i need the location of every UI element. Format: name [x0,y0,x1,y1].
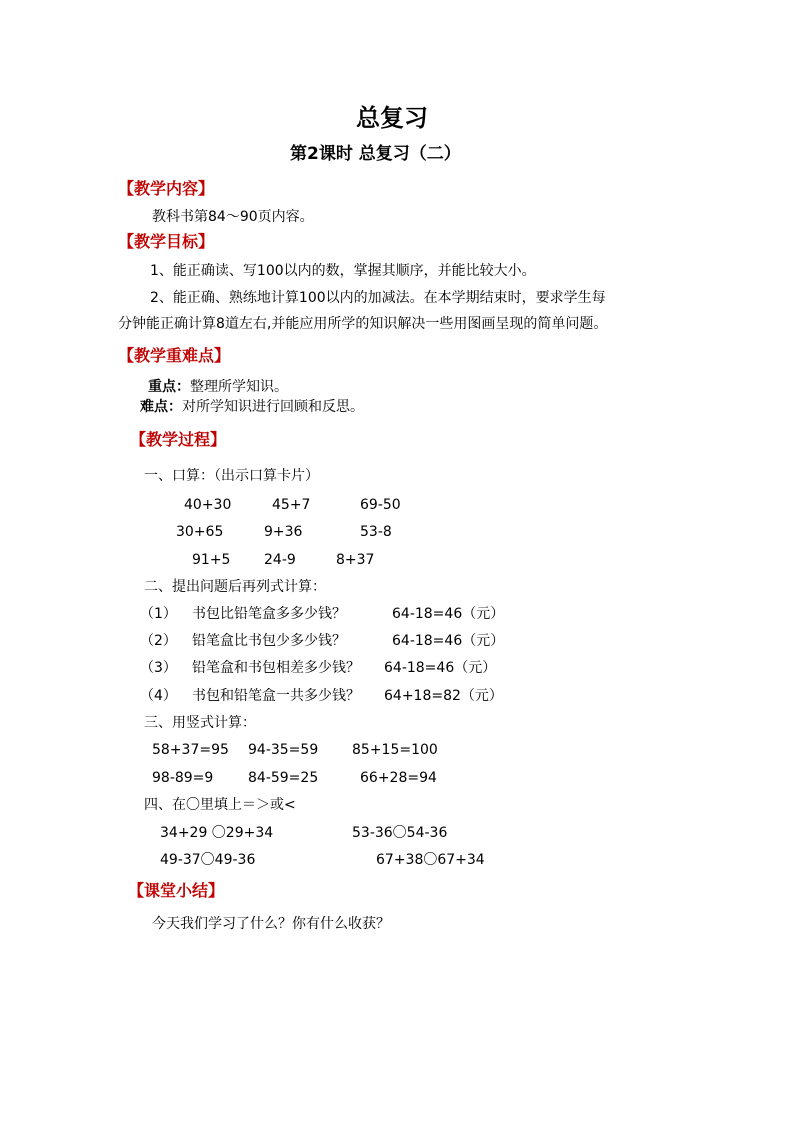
section-heading-process: 【教学过程】 [130,430,227,449]
compare-item: 49-37〇49-36 [160,852,256,868]
vertical-calc-item: 85+15=100 [352,742,438,758]
vertical-calc-item: 66+28=94 [360,770,437,786]
part2-title: 二、提出问题后再列式计算： [144,579,326,595]
question-answer: 64+18=82（元） [384,688,503,704]
question-text: 铅笔盒和书包相差多少钱？ [192,660,360,676]
mental-math-item: 91+5 [192,552,231,568]
difficulty-line [140,397,364,417]
mental-math-item: 24-9 [264,552,296,568]
question-answer: 64-18=46（元） [392,633,505,649]
question-number: （3） [140,660,177,676]
section-heading-content: 【教学内容】 [118,179,215,198]
difficulty-text: 对所学知识进行回顾和反思。 [182,399,364,415]
question-text: 书包和铅笔盒一共多少钱？ [192,688,360,704]
part1-title: 一、口算：（出示口算卡片） [144,468,319,484]
focus-text: 整理所学知识。 [190,379,288,395]
mental-math-item: 8+37 [336,552,375,568]
section-heading-summary: 【课堂小结】 [128,881,225,900]
vertical-calc-item: 84-59=25 [248,770,319,786]
content-text: 教科书第84～90页内容。 [152,209,314,225]
goal-item: 1、能正确读、写100以内的数，掌握其顺序，并能比较大小。 [150,263,536,279]
compare-item: 53-36〇54-36 [352,825,448,841]
goal-item: 2、能正确、熟练地计算100以内的加减法。在本学期结束时，要求学生每 [150,290,606,306]
page-title: 总复习 [356,104,428,132]
part4-title: 四、在〇里填上＝＞或< [144,797,296,813]
page-subtitle: 第2课时 总复习（二） [290,144,461,164]
section-heading-key: 【教学重难点】 [118,346,231,365]
mental-math-item: 40+30 [184,497,232,513]
question-answer: 64-18=46（元） [392,606,505,622]
summary-text: 今天我们学习了什么？你有什么收获？ [152,916,390,932]
mental-math-item: 30+65 [176,524,224,540]
focus-line [148,377,288,397]
vertical-calc-item: 98-89=9 [152,770,214,786]
question-number: （2） [140,633,177,649]
question-answer: 64-18=46（元） [384,660,497,676]
mental-math-item: 9+36 [264,524,303,540]
focus-label: 重点： [148,379,190,395]
vertical-calc-item: 58+37=95 [152,742,229,758]
compare-item: 67+38〇67+34 [376,852,485,868]
part3-title: 三、用竖式计算： [144,715,256,731]
difficulty-label: 难点： [140,399,182,415]
question-number: （1） [140,606,177,622]
goal-item: 分钟能正确计算8道左右,并能应用所学的知识解决一些用图画呈现的简单问题。 [118,316,608,332]
question-number: （4） [140,688,177,704]
mental-math-item: 53-8 [360,524,392,540]
mental-math-item: 45+7 [272,497,311,513]
mental-math-item: 69-50 [360,497,401,513]
section-heading-goals: 【教学目标】 [118,232,215,251]
question-text: 书包比铅笔盒多多少钱？ [192,606,346,622]
compare-item: 34+29 〇29+34 [160,825,274,841]
vertical-calc-item: 94-35=59 [248,742,319,758]
question-text: 铅笔盒比书包少多少钱？ [192,633,346,649]
